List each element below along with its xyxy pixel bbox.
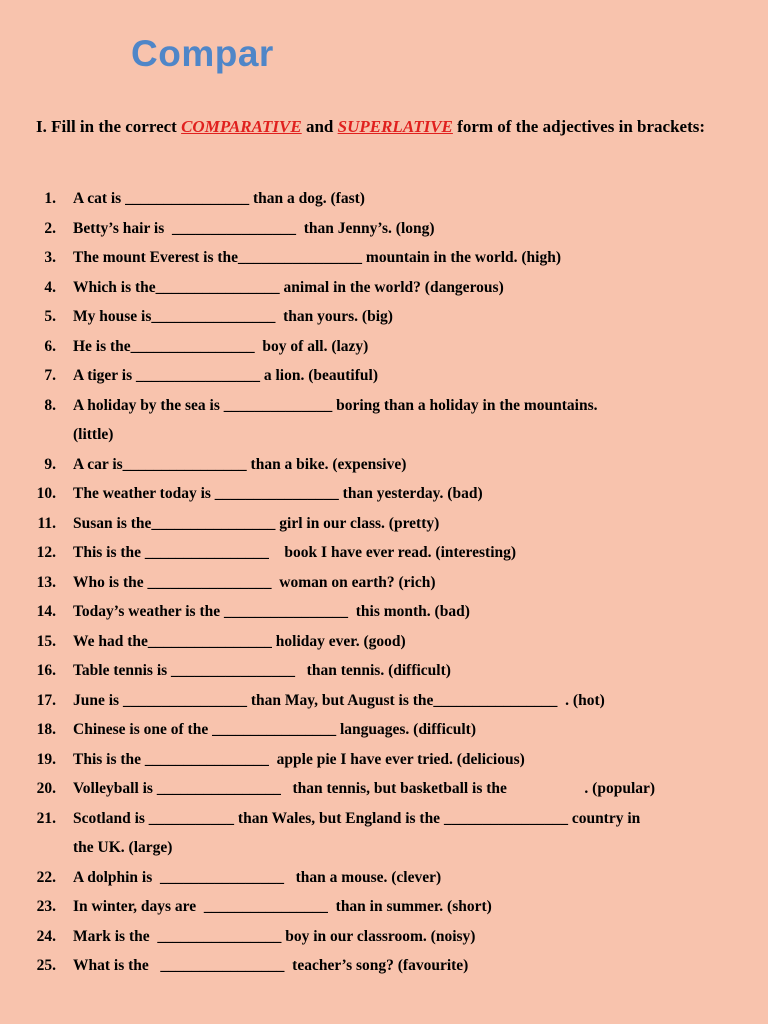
item-number: 2. <box>44 219 56 237</box>
item-number: 6. <box>44 337 56 355</box>
item-number: 11. <box>37 514 56 532</box>
item-sentence[interactable]: We had the________________ holiday ever. (good) <box>73 632 406 650</box>
exercise-item <box>0 184 768 214</box>
item-sentence[interactable]: In winter, days are ________________ than in summer. (short) <box>73 898 492 915</box>
exercise-item <box>0 391 768 450</box>
item-sentence[interactable]: This is the ________________ book I have ever read. (interesting) <box>73 544 517 561</box>
item-number: 10. <box>36 485 56 502</box>
item-number: 15. <box>36 632 56 650</box>
item-sentence[interactable]: A cat is ________________ than a dog. (fast) <box>73 190 365 207</box>
superlative-keyword: SUPERLATIVE <box>337 117 453 136</box>
exercise-item <box>0 951 768 981</box>
exercise-item <box>0 597 768 627</box>
item-number: 18. <box>36 721 56 738</box>
exercise-item <box>0 656 768 686</box>
instruction-text: form of the adjectives in brackets: <box>452 117 706 136</box>
item-sentence[interactable]: Susan is the________________ girl in our class. (pretty) <box>73 514 440 532</box>
exercise-item <box>0 273 768 303</box>
exercise-item <box>0 627 768 657</box>
item-sentence[interactable]: Mark is the ________________ boy in our classroom. (noisy) <box>73 927 476 945</box>
exercise-item <box>0 686 768 716</box>
exercise-item <box>0 568 768 598</box>
item-number: 25. <box>36 957 56 974</box>
item-number: 8. <box>44 396 56 414</box>
exercise-item <box>0 922 768 952</box>
item-sentence[interactable]: Who is the ________________ woman on earth? (rich) <box>73 573 436 591</box>
item-sentence[interactable]: A car is________________ than a bike. (expensive) <box>73 455 407 473</box>
item-number: 17. <box>36 691 56 709</box>
item-number: 16. <box>36 662 56 679</box>
item-number: 22. <box>36 868 56 886</box>
instruction <box>36 110 756 143</box>
comparative-keyword: COMPARATIVE <box>181 117 302 136</box>
item-number: 5. <box>44 308 56 325</box>
exercise-item <box>0 450 768 480</box>
exercise-item <box>0 509 768 539</box>
exercise-item <box>0 332 768 362</box>
item-sentence[interactable]: Table tennis is ________________ than tennis. (difficult) <box>73 662 451 679</box>
item-number: 4. <box>44 278 56 296</box>
item-number: 14. <box>36 603 56 620</box>
item-sentence[interactable]: Volleyball is ________________ than tennis, but basketball is the . (popular) <box>73 780 656 797</box>
exercise-item <box>0 538 768 568</box>
item-sentence[interactable]: What is the ________________ teacher’s song? (favourite) <box>73 957 469 974</box>
item-sentence[interactable]: Which is the________________ animal in the world? (dangerous) <box>73 278 504 296</box>
item-sentence[interactable]: Chinese is one of the ________________ languages. (difficult) <box>73 721 476 738</box>
exercise-item <box>0 302 768 332</box>
item-number: 3. <box>44 249 56 266</box>
item-sentence[interactable]: Today’s weather is the ________________ this month. (bad) <box>73 603 470 620</box>
item-number: 9. <box>44 455 56 473</box>
item-sentence[interactable]: Betty’s hair is ________________ than Jenny’s. (long) <box>73 219 435 237</box>
item-number: 7. <box>44 367 56 384</box>
item-number: 1. <box>44 190 56 207</box>
item-sentence[interactable]: June is ________________ than May, but August is the________________ . (hot) <box>73 691 605 709</box>
exercise-item <box>0 243 768 273</box>
item-number: 12. <box>36 544 56 561</box>
item-number: 20. <box>36 780 56 797</box>
item-sentence[interactable]: Scotland is ___________ than Wales, but England is the ________________ country in the UK. (large) <box>73 809 641 856</box>
item-number: 24. <box>36 927 56 945</box>
page-title: Compar <box>131 33 274 74</box>
exercise-item <box>0 863 768 893</box>
item-number: 23. <box>36 898 56 915</box>
item-sentence[interactable]: A tiger is ________________ a lion. (beautiful) <box>73 367 378 384</box>
item-sentence[interactable]: The weather today is ________________ than yesterday. (bad) <box>73 485 483 502</box>
exercise-item <box>0 715 768 745</box>
instruction-text: and <box>301 117 338 136</box>
item-sentence[interactable]: A dolphin is ________________ than a mouse. (clever) <box>73 868 442 886</box>
exercise-item <box>0 479 768 509</box>
item-sentence[interactable]: This is the ________________ apple pie I have ever tried. (delicious) <box>73 750 525 768</box>
item-number: 13. <box>36 573 56 591</box>
exercise-item <box>0 745 768 775</box>
item-sentence[interactable]: My house is________________ than yours. (big) <box>73 308 393 325</box>
instruction-text: I. Fill in the correct <box>36 117 182 136</box>
exercise-list <box>0 184 768 981</box>
item-sentence[interactable]: The mount Everest is the________________ mountain in the world. (high) <box>73 249 561 266</box>
item-sentence[interactable]: He is the________________ boy of all. (lazy) <box>73 337 369 355</box>
exercise-item <box>0 774 768 804</box>
exercise-item <box>0 804 768 863</box>
exercise-item <box>0 214 768 244</box>
exercise-item <box>0 361 768 391</box>
item-number: 21. <box>36 809 56 827</box>
item-number: 19. <box>36 750 56 768</box>
exercise-item <box>0 892 768 922</box>
item-sentence[interactable]: A holiday by the sea is ______________ boring than a holiday in the mountains. (little) <box>73 396 598 443</box>
